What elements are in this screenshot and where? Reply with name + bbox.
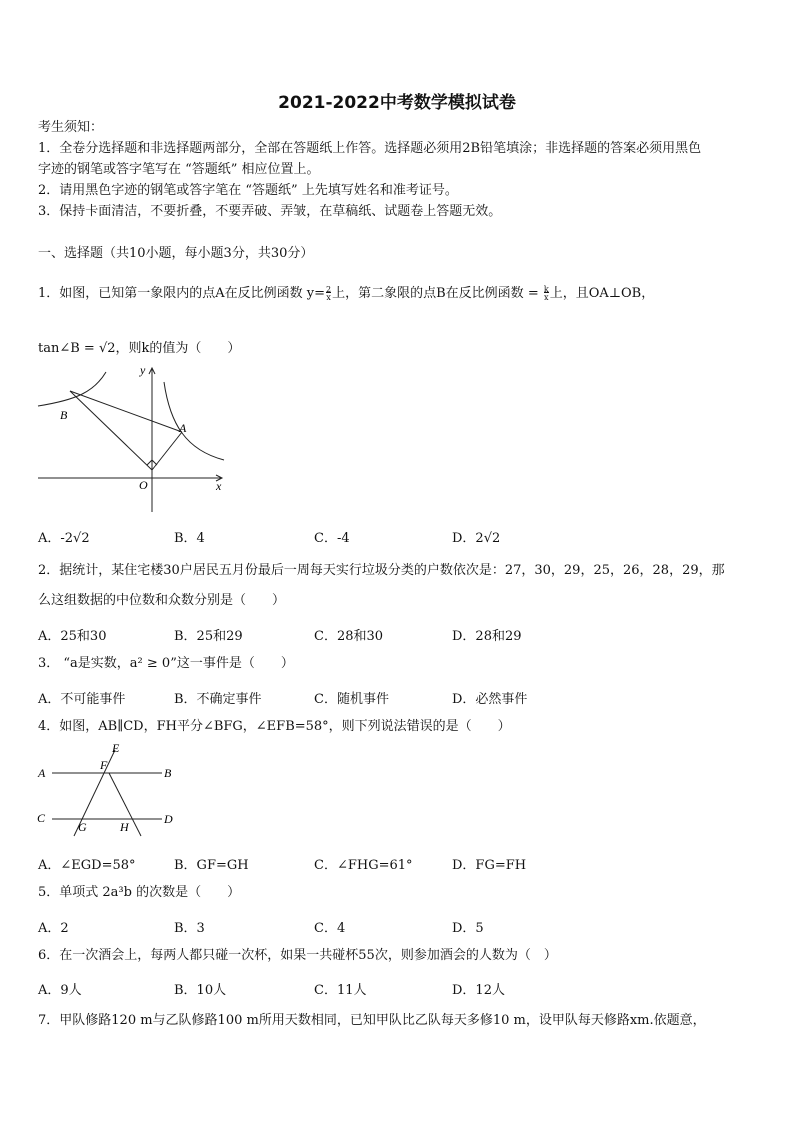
q1-frac1-den: x	[326, 292, 331, 302]
q1-text-a: 1．如图，已知第一象限内的点A在反比例函数 y=	[38, 286, 326, 301]
point-B-label: B	[164, 766, 172, 780]
q1-text-b: 上，第二象限的点B在反比例函数	[332, 286, 524, 301]
q1-option-d[interactable]: D．2√2	[452, 531, 501, 546]
y-axis-label: y	[140, 363, 146, 377]
notice-line-4: 3．保持卡面清洁，不要折叠，不要弄破、弄皱，在草稿纸、试题卷上答题无效。	[38, 204, 502, 219]
page-title: 2021-2022中考数学模拟试卷	[278, 93, 516, 113]
point-D-label: D	[164, 812, 173, 826]
notice-heading: 考生须知：	[38, 120, 104, 135]
q4-option-c[interactable]: C．∠FHG=61°	[314, 858, 413, 873]
q1-text-d: 上，且OA⊥OB，	[549, 286, 655, 301]
question-7-text: 7．甲队修路120 m与乙队修路100 m所用天数相同，已知甲队比乙队每天多修10 m，设甲队每天修路xm.依题意，	[38, 1013, 706, 1028]
question-4-text: 4．如图，AB∥CD，FH平分∠BFG，∠EFB=58°，则下列说法错误的是（ ）	[38, 719, 511, 734]
q4-figure	[34, 738, 194, 842]
section-heading: 一、选择题（共10小题，每小题3分，共30分）	[38, 246, 314, 261]
notice-line-3: 2．请用黑色字迹的钢笔或答字笔在 “答题纸” 上先填写姓名和准考证号。	[38, 183, 458, 198]
q6-option-d[interactable]: D．12人	[452, 983, 505, 998]
q2-option-d[interactable]: D．28和29	[452, 629, 522, 644]
q6-option-b[interactable]: B．10人	[174, 983, 227, 998]
q6-option-c[interactable]: C．11人	[314, 983, 367, 998]
point-B-label: B	[60, 408, 68, 422]
q2-option-a[interactable]: A．25和30	[38, 629, 107, 644]
q5-option-b[interactable]: B．3	[174, 921, 205, 936]
q4-option-d[interactable]: D．FG=FH	[452, 858, 527, 873]
q5-option-c[interactable]: C．4	[314, 921, 346, 936]
point-H-label: H	[120, 820, 129, 834]
question-2-line-1: 2．据统计，某住宅楼30户居民五月份最后一周每天实行垃圾分类的户数依次是：27，30，29，25，26，28，29，那	[38, 563, 725, 578]
q1-text-c: =	[523, 286, 543, 301]
point-A-label: A	[179, 421, 187, 435]
q1-option-c[interactable]: C．-4	[314, 531, 350, 546]
q1-fraction-1	[326, 286, 331, 302]
question-1-text	[38, 285, 654, 303]
question-5-text: 5．单项式 2a³b 的次数是（ ）	[38, 885, 241, 900]
q5-option-a[interactable]: A．2	[38, 921, 69, 936]
q1-option-a[interactable]: A．-2√2	[38, 531, 90, 546]
q4-option-b[interactable]: B．GF=GH	[174, 858, 249, 873]
point-C-label: C	[37, 811, 46, 825]
q2-option-c[interactable]: C．28和30	[314, 629, 384, 644]
question-3-text: 3． “a是实数，a² ≥ 0”这一事件是（ ）	[38, 656, 294, 671]
q4-option-a[interactable]: A．∠EGD=58°	[38, 858, 136, 873]
q5-option-d[interactable]: D．5	[452, 921, 484, 936]
segment-AB	[70, 391, 182, 432]
q1-frac1-num: 2	[326, 284, 332, 294]
question-2-line-2: 么这组数据的中位数和众数分别是（ ）	[38, 593, 286, 608]
q3-option-a[interactable]: A．不可能事件	[38, 692, 126, 707]
question-1-line-2: tan∠B = √2，则k的值为（ ）	[38, 341, 241, 356]
q1-fraction-2	[544, 286, 549, 302]
q3-option-c[interactable]: C．随机事件	[314, 692, 389, 707]
point-F-label: F	[100, 758, 108, 772]
x-axis-label: x	[216, 479, 222, 493]
q3-option-d[interactable]: D．必然事件	[452, 692, 528, 707]
q2-option-b[interactable]: B．25和29	[174, 629, 243, 644]
hyperbola-right-branch	[164, 382, 224, 460]
point-A-label: A	[38, 766, 46, 780]
segment-OB	[70, 391, 152, 470]
q1-frac2-num: k	[543, 284, 549, 294]
origin-label: O	[139, 478, 148, 492]
q3-option-b[interactable]: B．不确定事件	[174, 692, 262, 707]
q6-option-a[interactable]: A．9人	[38, 983, 82, 998]
q1-frac2-den: x	[544, 292, 549, 302]
notice-line-2: 字迹的钢笔或答字笔写在 “答题纸” 相应位置上。	[38, 162, 320, 177]
q1-figure	[36, 362, 236, 517]
point-G-label: G	[78, 820, 87, 834]
q1-option-b[interactable]: B．4	[174, 531, 205, 546]
notice-line-1: 1．全卷分选择题和非选择题两部分，全部在答题纸上作答。选择题必须用2B铅笔填涂；非选择题的答案必须用黑色	[38, 141, 702, 156]
point-E-label: E	[112, 741, 120, 755]
question-6-text: 6．在一次酒会上，每两人都只碰一次杯，如果一共碰杯55次，则参加酒会的人数为（ ）	[38, 948, 557, 963]
